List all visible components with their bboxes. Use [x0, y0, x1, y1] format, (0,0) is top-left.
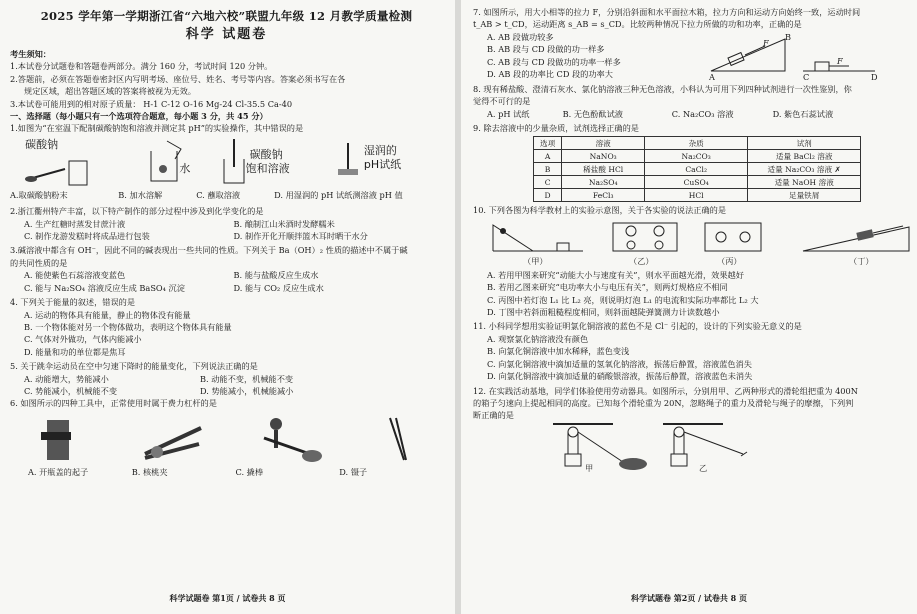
- question-12-stem: 12. 在实践活动基地，同学们体验使用劳动器具。如图所示，分别用甲、乙两种形式的滑轮组把重为 400N: [473, 385, 858, 396]
- question-7-stem: 7. 如图所示，用大小相等的拉力 F，分别沿斜面和水平面拉木箱，拉力方向和运动方向始终一致，运动时间: [473, 7, 861, 17]
- figure-label: 碳酸钠: [25, 137, 59, 151]
- question-7-block: [473, 31, 907, 83]
- question-4-stem: 4. 下列关于能量的叙述，错误的是: [10, 297, 136, 308]
- notice-line: 2.答题前，必须在答题卷密封区内写明考场、座位号、姓名、考号等内容。答案必须书写在各: [10, 73, 346, 84]
- table-header: 杂质: [645, 137, 748, 150]
- option-c: C. 势能减小，机械能不变: [24, 385, 118, 396]
- table-cell: Na₂CO₃: [645, 150, 748, 163]
- option-b: B. 动能不变，机械能不变: [199, 373, 294, 384]
- question-12-stem-cont: 的箱子匀速向上提起相同的高度。已知每个滑轮重为 20N，忽略绳子的重力及滑轮与绳子的摩擦，下列判: [473, 397, 854, 408]
- notice-heading: 考生须知：: [10, 49, 51, 59]
- figure-label: 湿润的: [363, 143, 397, 157]
- table-cell: CaCl₂: [645, 163, 748, 176]
- table-cell: 稀盐酸 HCl: [562, 163, 645, 176]
- option-d: D. 向氯化铜溶液中滴加适量的硝酸银溶液，振荡后静置，溶液蓝色未消失: [487, 371, 753, 382]
- option-c: C. 蘸取溶液: [196, 189, 241, 200]
- table-header-row: [534, 137, 861, 150]
- option-c: C. 丙图中若灯泡 L₁ 比 L₂ 亮，则说明灯泡 L₁ 的电流和实际功率都比 L₂ 大: [487, 294, 759, 305]
- option-b: B. AB 段与 CD 段做的功一样多: [487, 44, 605, 55]
- point-b-label: B: [785, 31, 792, 42]
- question-3-stem: 3.碱溶液中都含有 OH⁻，因此不同的碱表现出一些共同的性质。下列关于 Ba（OH）₂ 性质的描述中不属于碱: [10, 245, 408, 256]
- table-row: [534, 189, 861, 202]
- section-heading: 一、选择题（每小题只有一个选项符合题意，每小题 3 分，共 45 分）: [10, 111, 268, 122]
- table-cell: HCl: [645, 189, 748, 202]
- table-cell: A: [534, 150, 562, 163]
- table-cell: B: [534, 163, 562, 176]
- option-d: D. AB 段的功率比 CD 段的功率大: [487, 69, 613, 80]
- exam-page-1: [0, 0, 455, 614]
- figure-ph-paper: [334, 139, 434, 187]
- question-10-figures: [473, 217, 907, 269]
- question-1-stem: 1.如图为“在室温下配制碳酸钠饱和溶液并测定其 pH”的实验操作，其中错误的是: [10, 123, 304, 134]
- option-b: B. 酿制江山米酒时发酵糯米: [233, 218, 335, 229]
- table-cell: FeCl₃: [562, 189, 645, 202]
- table-cell: 适量 BaCl₂ 溶液: [748, 150, 861, 163]
- experiment-figures: [473, 217, 913, 257]
- option-b: B. 向氯化铜溶液中加水稀释，蓝色变浅: [487, 346, 630, 357]
- table-header: 溶液: [562, 137, 645, 150]
- option-c: C. 能与 Na₂SO₄ 溶液反应生成 BaSO₄ 沉淀: [24, 282, 185, 293]
- option-b: B. 核桃夹: [131, 466, 168, 477]
- question-2-stem: 2.浙江衢州特产丰富，以下特产制作的部分过程中涉及到化学变化的是: [10, 206, 264, 217]
- option-b: B. 若用乙图来研究“电功率大小与电压有关”，则两灯规格应不相同: [487, 282, 728, 293]
- option-a: A. 运动的物体具有能量，静止的物体没有能量: [24, 309, 191, 320]
- question-6-stem: 6. 如图所示的四种工具中，正常使用时属于费力杠杆的是: [10, 398, 217, 409]
- table-cell: 足量铁屑: [748, 189, 861, 202]
- question-12-stem-cont: 断正确的是: [473, 410, 514, 421]
- question-3-stem-cont: 的共同性质的是: [10, 257, 68, 268]
- figure-take-powder: [19, 139, 119, 187]
- crowbar-icon: [254, 414, 324, 464]
- option-b: B. 一个物体能对另一个物体做功，表明这个物体具有能量: [24, 321, 232, 332]
- option-c: C. 撬棒: [235, 466, 264, 477]
- reagent-table: [533, 136, 861, 202]
- figure-label: pH试纸: [363, 157, 402, 171]
- option-d: D. 紫色石蕊试液: [772, 108, 834, 119]
- bottle-opener-icon: [33, 414, 93, 464]
- exam-title: 2025 学年第一学期浙江省“六地六校”联盟九年级 12 月教学质量检测: [40, 9, 413, 23]
- question-9-stem: 9. 除去溶液中的少量杂质，试剂选择正确的是: [473, 123, 639, 134]
- option-d: D. 势能减小，机械能减小: [199, 385, 294, 396]
- option-a: A. pH 试纸: [487, 108, 530, 119]
- nutcracker-icon: [139, 414, 209, 464]
- question-10-stem: 10. 下列各图为科学教材上的实验示意图，关于各实验的说法正确的是: [473, 205, 727, 216]
- point-c-label: C: [803, 71, 810, 82]
- option-b: B. 加水溶解: [118, 189, 163, 200]
- spoon-bottle-icon: [19, 153, 119, 187]
- option-a: A. 生产红糖时蒸发甘蔗汁液: [24, 218, 126, 229]
- question-5-stem: 5. 关于跳伞运动员在空中匀速下降时的能量变化，下列说法正确的是: [10, 361, 258, 372]
- exam-page-2: [461, 0, 917, 614]
- page-footer: 科学试题卷 第2页 / 试卷共 8 页: [631, 593, 747, 603]
- question-7-stem-cont: t_AB > t_CD，运动距离 s_AB = s_CD。比较两种情况下拉力所做的功和功率，正确的是: [473, 19, 802, 30]
- option-d: D. 能量和功的单位都是焦耳: [24, 346, 126, 357]
- figure-label: 乙: [699, 462, 708, 473]
- point-d-label: D: [871, 71, 878, 82]
- figure-label: 水: [179, 161, 191, 175]
- figure-label: （丙）: [717, 255, 742, 266]
- point-a-label: A: [709, 71, 715, 82]
- question-8-stem: 8. 现有稀盐酸、澄清石灰水、氯化钠溶液三种无色溶液，小科认为可用下列四种试剂进行一次性鉴别，你: [473, 83, 852, 94]
- table-cell: 适量 Na₂CO₃ 溶液 ✗: [748, 163, 861, 176]
- option-d: D. 镊子: [339, 466, 368, 477]
- tweezers-icon: [370, 414, 420, 464]
- option-a: A. 开瓶盖的起子: [28, 466, 89, 477]
- figure-label: 碳酸钠: [249, 147, 283, 161]
- question-8-stem-cont: 觉得不可行的是: [473, 96, 531, 107]
- notice-line: 1.本试卷分试题卷和答题卷两部分。满分 160 分，考试时间 120 分钟。: [10, 61, 273, 72]
- notice-line: 3.本试卷可能用到的相对原子质量： H-1 C-12 O-16 Mg-24 Cl-35.5 Ca-40: [10, 98, 293, 109]
- force-label: F: [763, 37, 769, 48]
- question-1-figures: [10, 137, 443, 187]
- pulley-figures: [473, 422, 913, 472]
- table-cell: Na₂SO₄: [562, 176, 645, 189]
- option-d: D. 丁图中若斜面粗糙程度相同，则斜面越陡弹簧测力计读数越小: [487, 307, 720, 318]
- option-c: C. 向氯化铜溶液中滴加适量的氢氧化钠溶液，振荡后静置，溶液蓝色消失: [487, 358, 752, 369]
- option-a: A. 能使紫色石蕊溶液变蓝色: [24, 270, 126, 281]
- option-b: B. 能与盐酸反应生成水: [233, 270, 319, 281]
- exam-subtitle: 科学 试题卷: [185, 27, 268, 42]
- figure-label: 饱和溶液: [245, 161, 290, 175]
- option-a: A. 观察氯化钠溶液没有颜色: [487, 333, 589, 344]
- question-11-stem: 11. 小科同学想用实验证明氯化铜溶液的蓝色不是 Cl⁻ 引起的，设计的下列实验无意义的是: [473, 321, 802, 332]
- force-label: F: [837, 55, 843, 66]
- table-row: [534, 176, 861, 189]
- figure-label: （丁）: [849, 255, 874, 266]
- option-a: A.取碳酸钠粉末: [10, 189, 68, 200]
- table-cell: 适量 NaOH 溶液: [748, 176, 861, 189]
- question-6-figures: [10, 412, 443, 464]
- table-cell: D: [534, 189, 562, 202]
- page-footer: 科学试题卷 第1页 / 试卷共 8 页: [169, 593, 286, 603]
- option-a: A. 若用甲图来研究“动能大小与速度有关”，则水平面越光滑，效果越好: [487, 269, 744, 280]
- table-header: 试剂: [748, 137, 861, 150]
- option-d: D. 能与 CO₂ 反应生成水: [233, 282, 324, 293]
- table-cell: C: [534, 176, 562, 189]
- table-cell: CuSO₄: [645, 176, 748, 189]
- ph-paper-icon: [334, 139, 364, 185]
- figure-dip-solution: [216, 139, 316, 187]
- table-row: [534, 150, 861, 163]
- option-b: B. 无色酚酞试液: [562, 108, 623, 119]
- question-12-figures: [473, 422, 907, 476]
- option-c: C. Na₂CO₃ 溶液: [671, 108, 734, 119]
- notice-line: 规定区域，超出答题区域的答案将被视为无效。: [24, 86, 196, 97]
- table-header: 选项: [534, 137, 562, 150]
- dropper-icon: [218, 139, 248, 185]
- option-c: C. 制作龙游发糕时将成品进行包装: [24, 231, 150, 242]
- option-d: D. 用湿润的 pH 试纸测溶液 pH 值: [274, 189, 403, 200]
- table-cell: NaNO₃: [562, 150, 645, 163]
- figure-label: 甲: [585, 462, 594, 473]
- figure-label: （甲）: [523, 255, 548, 266]
- option-c: C. AB 段与 CD 段做功的功率一样多: [487, 56, 621, 67]
- table-row: [534, 163, 861, 176]
- option-c: C. 气体对外做功，气体内能减小: [24, 334, 142, 345]
- option-a: A. AB 段做功较多: [487, 31, 554, 42]
- incline-figure: [707, 31, 877, 81]
- figure-label: （乙）: [629, 255, 654, 266]
- option-a: A. 动能增大，势能减小: [24, 373, 109, 384]
- option-d: D. 制作开化开顺拌篮木耳时晒干水分: [233, 231, 368, 242]
- figure-add-water: [137, 139, 197, 187]
